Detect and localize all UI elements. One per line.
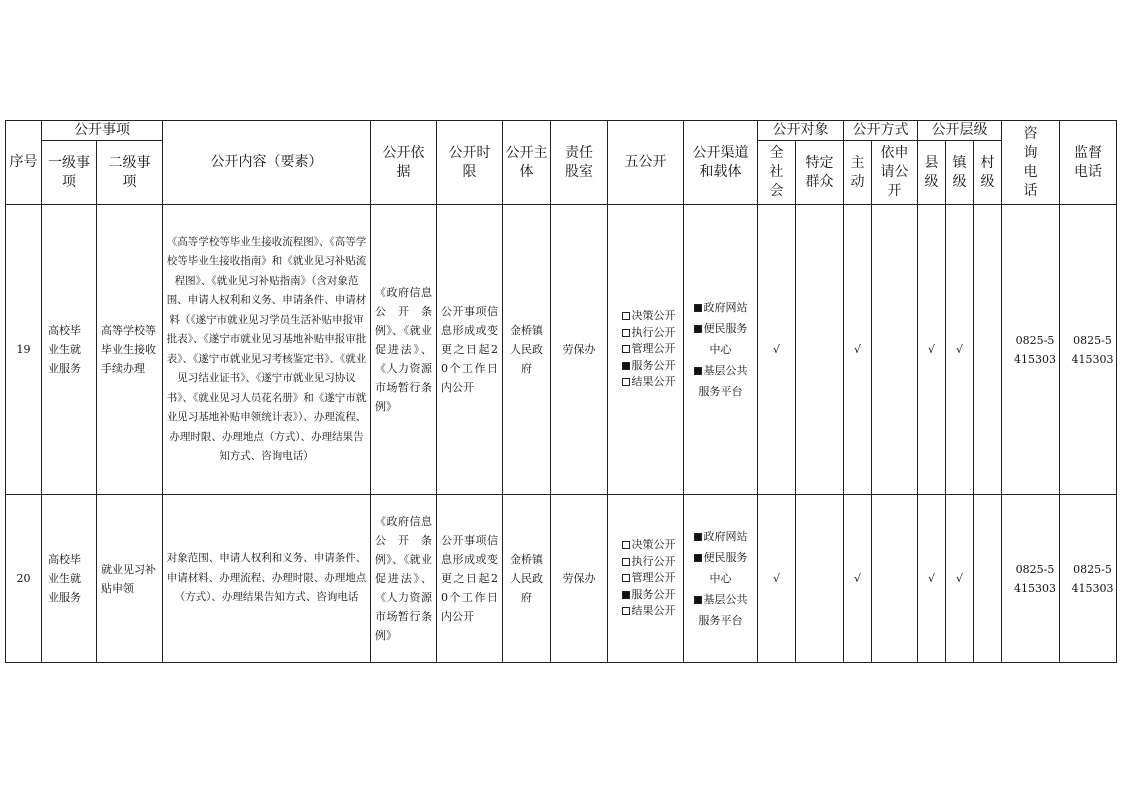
row-level2: 高等学校等毕业生接收手续办理	[97, 205, 163, 495]
header-deadline: 公开时限	[437, 121, 503, 205]
row-channels	[684, 205, 758, 495]
row-subject: 金桥镇人民政府	[503, 495, 551, 663]
row-whole-society: √	[758, 495, 796, 663]
header-specific-group: 特定群众	[796, 141, 844, 205]
checkbox-icon	[622, 558, 630, 566]
header-group-target: 公开对象	[758, 121, 844, 141]
header-group-method: 公开方式	[844, 121, 918, 141]
checkbox-icon	[622, 607, 630, 615]
row-seq: 19	[6, 205, 42, 495]
five-option: 结果公开	[616, 603, 681, 620]
filled-square-icon	[694, 596, 702, 604]
row-specific-group	[796, 205, 844, 495]
channel-item: 政府网站	[686, 297, 755, 318]
row-five	[608, 205, 684, 495]
five-option: 决策公开	[616, 308, 681, 325]
header-supervise: 监督电话	[1060, 121, 1117, 205]
channel-item: 基层公共 服务平台	[686, 360, 755, 402]
row-specific-group	[796, 495, 844, 663]
five-option: 服务公开	[616, 587, 681, 604]
row-subject: 金桥镇人民政府	[503, 205, 551, 495]
row-active: √	[844, 205, 872, 495]
five-option: 服务公开	[616, 358, 681, 375]
five-option: 执行公开	[616, 325, 681, 342]
header-five: 五公开	[608, 121, 684, 205]
row-village	[974, 205, 1002, 495]
table-row	[6, 495, 1117, 663]
five-option: 管理公开	[616, 341, 681, 358]
row-active: √	[844, 495, 872, 663]
disclosure-table	[5, 120, 1117, 663]
header-active: 主动	[844, 141, 872, 205]
row-county: √	[918, 495, 946, 663]
checkbox-icon	[622, 574, 630, 582]
header-subject: 公开主体	[503, 121, 551, 205]
filled-square-icon	[694, 554, 702, 562]
row-village	[974, 495, 1002, 663]
row-content: 对象范围、申请人权利和义务、申请条件、申请材料、办理流程、办理时限、办理地点（方式）、办理结果告知方式、咨询电话	[163, 495, 371, 663]
row-basis: 《政府信息公开条例》、《就业促进法》、《人力资源市场暂行条例》	[371, 495, 437, 663]
header-village: 村级	[974, 141, 1002, 205]
header-group-level: 公开层级	[918, 121, 1002, 141]
channel-item: 便民服务 中心	[686, 547, 755, 589]
header-office: 责任股室	[551, 121, 608, 205]
row-supervise: 0825-5415303	[1060, 205, 1117, 495]
row-basis: 《政府信息公开条例》、《就业促进法》、《人力资源市场暂行条例》	[371, 205, 437, 495]
row-deadline: 公开事项信息形成或变更之日起20个工作日内公开	[437, 205, 503, 495]
row-content: 《高等学校等毕业生接收流程图》、《高等学校等毕业生接收指南》和《就业见习补贴流程图》、《就业见习补贴指南》（含对象范围、申请人权利和义务、申请条件、申请材料（《遂宁市就业见习学员生活补贴申报审批表》、《遂宁市就业见习基地补贴申报审批表》、《遂宁市就业见习考核鉴定书》、《就业见习结业证书》、《遂宁市就业见习协议书》、《就业见习人员花名册》和《遂宁市就业见习基地补贴申领统计表》）、办理流程、办理时限、办理地点（方式）、办理结果告知方式、咨询电话）	[163, 205, 371, 495]
header-on-request: 依申请公开	[872, 141, 918, 205]
filled-square-icon	[694, 533, 702, 541]
checkbox-icon	[622, 378, 630, 386]
row-consult: 0825-5415303	[1002, 205, 1060, 495]
checkbox-icon	[622, 312, 630, 320]
header-seq: 序号	[6, 121, 42, 205]
header-channel: 公开渠道和载体	[684, 121, 758, 205]
row-level2: 就业见习补贴申领	[97, 495, 163, 663]
header-group-item: 公开事项	[42, 121, 163, 141]
row-town: √	[946, 205, 974, 495]
channel-item: 基层公共 服务平台	[686, 589, 755, 631]
five-option: 决策公开	[616, 537, 681, 554]
row-level1: 高校毕业生就业服务	[42, 205, 97, 495]
row-deadline: 公开事项信息形成或变更之日起20个工作日内公开	[437, 495, 503, 663]
channel-item: 政府网站	[686, 526, 755, 547]
checkbox-icon	[622, 541, 630, 549]
five-option: 结果公开	[616, 374, 681, 391]
header-consult: 咨询电话	[1002, 121, 1060, 205]
checkbox-checked-icon	[622, 362, 630, 370]
filled-square-icon	[694, 325, 702, 333]
header-town: 镇级	[946, 141, 974, 205]
five-option: 执行公开	[616, 554, 681, 571]
checkbox-icon	[622, 345, 630, 353]
header-basis: 公开依据	[371, 121, 437, 205]
row-office: 劳保办	[551, 495, 608, 663]
row-on-request	[872, 205, 918, 495]
row-channels	[684, 495, 758, 663]
header-level2: 二级事项	[97, 141, 163, 205]
channel-item: 便民服务 中心	[686, 318, 755, 360]
row-seq: 20	[6, 495, 42, 663]
table-row	[6, 205, 1117, 495]
row-five	[608, 495, 684, 663]
checkbox-icon	[622, 329, 630, 337]
header-content: 公开内容（要素）	[163, 121, 371, 205]
filled-square-icon	[694, 304, 702, 312]
row-on-request	[872, 495, 918, 663]
header-level1: 一级事项	[42, 141, 97, 205]
row-town: √	[946, 495, 974, 663]
filled-square-icon	[694, 367, 702, 375]
header-whole-society: 全社会	[758, 141, 796, 205]
row-supervise: 0825-5415303	[1060, 495, 1117, 663]
five-option: 管理公开	[616, 570, 681, 587]
row-office: 劳保办	[551, 205, 608, 495]
row-county: √	[918, 205, 946, 495]
header-county: 县级	[918, 141, 946, 205]
checkbox-checked-icon	[622, 591, 630, 599]
row-level1: 高校毕业生就业服务	[42, 495, 97, 663]
row-whole-society: √	[758, 205, 796, 495]
row-consult: 0825-5415303	[1002, 495, 1060, 663]
